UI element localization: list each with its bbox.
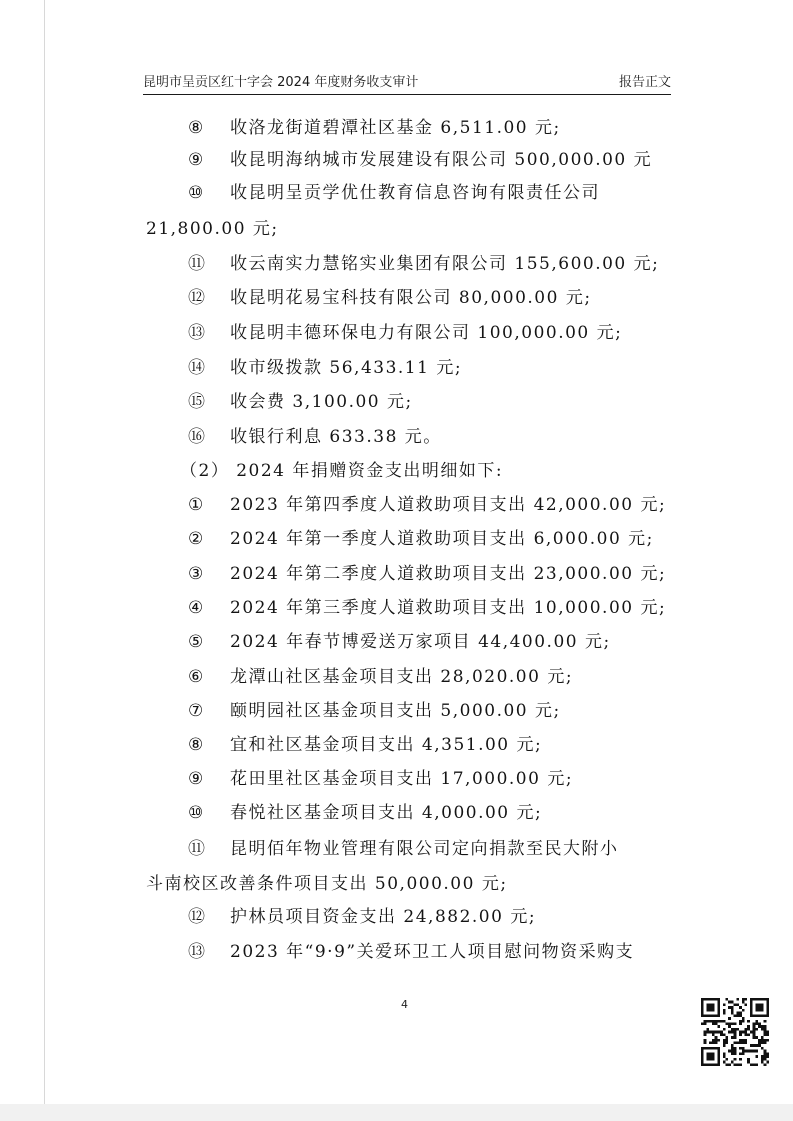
qr-code bbox=[701, 998, 769, 1066]
item-number-marker: ⑭ bbox=[188, 358, 207, 378]
item-number-marker: ⑪ bbox=[188, 839, 207, 859]
body-line bbox=[146, 873, 508, 895]
line-text: 2023 年第四季度人道救助项目支出 42,000.00 元; bbox=[230, 495, 667, 515]
body-line bbox=[188, 426, 442, 448]
line-text: 护林员项目资金支出 24,882.00 元; bbox=[230, 907, 537, 927]
item-number-marker: ⑤ bbox=[188, 632, 205, 652]
body-line bbox=[188, 117, 561, 139]
line-text: 昆明佰年物业管理有限公司定向捐款至民大附小 bbox=[230, 839, 619, 859]
body-line bbox=[188, 149, 652, 171]
body-line bbox=[188, 838, 619, 860]
body-line bbox=[188, 391, 413, 413]
body-line bbox=[188, 802, 542, 824]
body-line bbox=[188, 631, 611, 653]
line-text: 收昆明呈贡学优仕教育信息咨询有限责任公司 bbox=[230, 183, 600, 203]
item-number-marker: ⑬ bbox=[188, 323, 207, 343]
body-line bbox=[180, 460, 503, 482]
item-number-marker: ⑯ bbox=[188, 427, 207, 447]
header-section-label: 报告正文 bbox=[618, 75, 671, 90]
scan-edge-bottom bbox=[0, 1104, 793, 1121]
line-text: 收昆明花易宝科技有限公司 80,000.00 元; bbox=[230, 288, 592, 308]
item-number-marker: ⑮ bbox=[188, 392, 207, 412]
body-line bbox=[188, 941, 634, 963]
line-text: 收银行利息 633.38 元。 bbox=[230, 427, 442, 447]
line-text: 21,800.00 元; bbox=[146, 219, 279, 239]
body-line bbox=[146, 218, 279, 240]
line-text: 春悦社区基金项目支出 4,000.00 元; bbox=[230, 803, 543, 823]
line-text: 2024 年第三季度人道救助项目支出 10,000.00 元; bbox=[230, 598, 667, 618]
item-number-marker: ⑪ bbox=[188, 254, 207, 274]
line-text: 2024 年第一季度人道救助项目支出 6,000.00 元; bbox=[230, 529, 654, 549]
body-line bbox=[188, 700, 561, 722]
body-line bbox=[188, 287, 592, 309]
body-line bbox=[188, 182, 600, 204]
body-line bbox=[188, 768, 573, 790]
item-number-marker: ② bbox=[188, 529, 205, 549]
item-number-marker: ⑧ bbox=[188, 118, 205, 138]
line-text: 2023 年“9·9”关爱环卫工人项目慰问物资采购支 bbox=[230, 942, 635, 962]
body-line bbox=[188, 734, 542, 756]
line-text: 收会费 3,100.00 元; bbox=[230, 392, 413, 412]
line-text: 龙潭山社区基金项目支出 28,020.00 元; bbox=[230, 667, 574, 687]
body-line bbox=[188, 563, 666, 585]
body-line bbox=[188, 322, 622, 344]
scan-edge bbox=[44, 0, 45, 1121]
header-title: 昆明市呈贡区红十字会 2024 年度财务收支审计 bbox=[143, 75, 419, 90]
item-number-marker: ⑧ bbox=[188, 735, 205, 755]
item-number-marker: ⑦ bbox=[188, 701, 205, 721]
item-number-marker: ③ bbox=[188, 564, 205, 584]
body-line bbox=[188, 597, 666, 619]
line-text: 收洛龙街道碧潭社区基金 6,511.00 元; bbox=[230, 118, 561, 138]
item-number-marker: ① bbox=[188, 495, 205, 515]
item-number-marker: ⑨ bbox=[188, 769, 205, 789]
line-text: 收云南实力慧铭实业集团有限公司 155,600.00 元; bbox=[230, 254, 660, 274]
page-number: 4 bbox=[401, 998, 408, 1011]
body-line bbox=[188, 357, 462, 379]
item-number-marker: ⑬ bbox=[188, 942, 207, 962]
body-line bbox=[188, 666, 573, 688]
line-text: 收市级拨款 56,433.11 元; bbox=[230, 358, 463, 378]
item-number-marker: ⑩ bbox=[188, 803, 205, 823]
body-line bbox=[188, 494, 666, 516]
item-number-marker: ④ bbox=[188, 598, 205, 618]
item-number-marker: ⑫ bbox=[188, 288, 207, 308]
line-text: 斗南校区改善条件项目支出 50,000.00 元; bbox=[146, 874, 508, 894]
item-number-marker: ⑩ bbox=[188, 183, 205, 203]
body-line bbox=[188, 906, 536, 928]
running-header bbox=[143, 76, 671, 90]
header-rule bbox=[143, 94, 671, 95]
line-text: 收昆明海纳城市发展建设有限公司 500,000.00 元 bbox=[230, 150, 653, 170]
line-text: 宜和社区基金项目支出 4,351.00 元; bbox=[230, 735, 543, 755]
line-text: 2024 年春节博爱送万家项目 44,400.00 元; bbox=[230, 632, 611, 652]
line-text: 颐明园社区基金项目支出 5,000.00 元; bbox=[230, 701, 561, 721]
item-number-marker: ⑨ bbox=[188, 150, 205, 170]
line-text: （2） 2024 年捐赠资金支出明细如下: bbox=[180, 461, 504, 481]
line-text: 收昆明丰德环保电力有限公司 100,000.00 元; bbox=[230, 323, 623, 343]
body-line bbox=[188, 528, 654, 550]
line-text: 花田里社区基金项目支出 17,000.00 元; bbox=[230, 769, 574, 789]
item-number-marker: ⑥ bbox=[188, 667, 205, 687]
line-text: 2024 年第二季度人道救助项目支出 23,000.00 元; bbox=[230, 564, 667, 584]
body-line bbox=[188, 253, 659, 275]
item-number-marker: ⑫ bbox=[188, 907, 207, 927]
